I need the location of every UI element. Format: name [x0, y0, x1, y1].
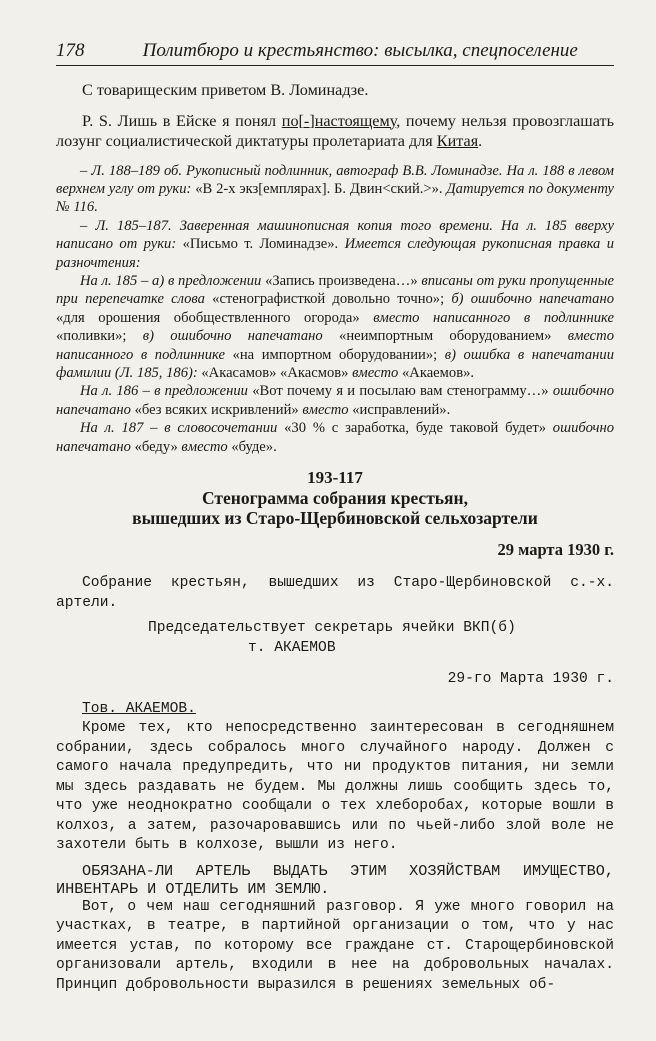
page-number: 178 — [56, 40, 85, 61]
transcript-date: 29-го Марта 1930 г. — [447, 671, 614, 687]
document-date: 29 марта 1930 г. — [497, 540, 614, 559]
chair-line: Председательствует секретарь ячейки ВКП(б) — [148, 620, 516, 636]
postscript: P. S. Лишь в Ейске я понял по[-]настоящему, почему нельзя провозглашать лозунг социалистической диктатуры пролетариата для Китая. — [56, 111, 614, 150]
note-source-original: – Л. 188–189 об. Рукописный подлинник, автограф В.В. Ломинадзе. На л. 188 в левом верхнем углу от руки: «В 2-х экз[емплярах]. Б. Двин<ский.>». Датируется по документу № 116. — [56, 162, 614, 216]
letter-ending — [56, 80, 614, 152]
running-title: Политбюро и крестьянство: высылка, спецпоселение — [142, 40, 578, 61]
note-sheet-186: На л. 186 – в предложении «Вот почему я и посылаю вам стенограмму…» ошибочно напечатано «без всяких искривлений» вместо «исправлений». — [56, 383, 614, 418]
underlined-word: Китая — [436, 132, 479, 150]
archival-notes — [56, 162, 614, 457]
typewritten-transcript — [56, 574, 614, 995]
document-heading — [56, 468, 614, 560]
speech-paragraph-1: Кроме тех, кто непосредственно заинтересован в сегодняшнем собрании, здесь собралось много случайного народу. Должен с самого начала предупредить, что ни продуктов питания, ни земли мы здесь раздавать не будем. Мы должны лишь сообщить здесь то, что уже неоднократно сообщали о тех хлеборобах, которые вошли в колхоз, а затем, разочаровавшись или по чьей-либо злой воле не захотели быть в колхозе, вышли из него. — [56, 720, 614, 853]
note-sheet-185: На л. 185 – а) в предложении «Запись произведена…» вписаны от руки пропущенные при перепечатке слова «стенографисткой довольно точно»; б) ошибочно напечатано «для орошения обобществленного огорода» вместо написанного в подлиннике «поливки»; в) ошибочно напечатано «неимпортным оборудованием» вместо написанного в подлиннике «на импортном оборудовании»; в) ошибка в напечатании фамилии (Л. 185, 186): «Акасамов» «Акасмов» вместо «Акаемов». — [56, 272, 614, 381]
letter-closing: С товарищеским приветом В. Ломинадзе. — [82, 81, 369, 99]
document-title-line-1: Стенограмма собрания крестьян, — [202, 488, 468, 508]
speech-paragraph-2: Вот, о чем наш сегодняшний разговор. Я уже много говорил на участках, в театре, в партийной организации о том, что у нас имеется устав, по которому все граждане ст. Старощербиновской организовали артель, входили в нее на добровольных началах. Принцип добровольности выразился в решениях земельных об- — [56, 898, 614, 993]
meeting-intro: Собрание крестьян, вышедших из Старо-Щербиновской с.-х. артели. — [56, 575, 614, 611]
chair-name: т. АКАЕМОВ — [248, 639, 336, 656]
document-number: 193-117 — [307, 468, 363, 487]
running-header — [56, 40, 614, 66]
section-heading: ОБЯЗАНА-ЛИ АРТЕЛЬ ВЫДАТЬ ЭТИМ ХОЗЯЙСТВАМ ИМУЩЕСТВО, ИНВЕНТАРЬ И ОТДЕЛИТЬ ИМ ЗЕМЛЮ. — [56, 861, 614, 898]
note-source-copy: – Л. 185–187. Заверенная машинописная копия того времени. На л. 185 вверху написано от руки: «Письмо т. Ломинадзе». Имеется следующая рукописная правка и разночтения: — [56, 217, 614, 271]
note-sheet-187: На л. 187 – в словосочетании «30 % с заработка, буде таковой будет» ошибочно напечатано «беду» вместо «буде». — [56, 420, 614, 455]
speaker-name: Тов. АКАЕМОВ. — [82, 700, 196, 717]
underlined-phrase: по[-]настоящему — [281, 111, 397, 130]
document-title-line-2: вышедших из Старо-Щербиновской сельхозартели — [132, 508, 538, 528]
